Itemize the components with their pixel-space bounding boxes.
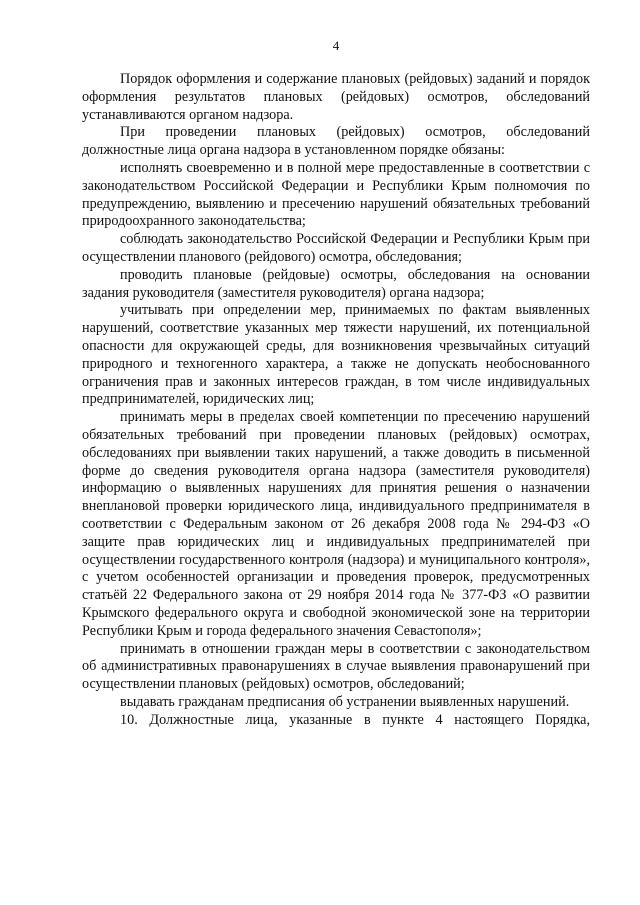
paragraph-execute-powers: исполнять своевременно и в полной мере предоставленные в соответствии с законодательством Российской Федерации и Республики Крым полномочия по предупреждению, выявлению и пресечению нарушений обязательных требований природоохранного законодательства; [82,159,590,230]
paragraph-consider-measures: учитывать при определении мер, принимаемых по фактам выявленных нарушений, соответствие указанных мер тяжести нарушений, их потенциальной опасности для окружающей среды, для возникновения чрезвычайных ситуаций природного и техногенного характера, а также не допускать необоснованного ограничения прав и законных интересов граждан, в том числе индивидуальных предпринимателей, юридических лиц; [82,302,590,408]
paragraph-conduct-inspections: проводить плановые (рейдовые) осмотры, обследования на основании задания руководителя (заместителя руководителя) органа надзора; [82,266,590,301]
paragraph-issue-orders: выдавать гражданам предписания об устранении выявленных нарушений. [120,693,570,710]
page-number: 4 [332,38,340,53]
paragraph-item-10: 10. Должностные лица, указанные в пункте 4 настоящего Порядка, [120,711,590,728]
paragraph-task-procedure: Порядок оформления и содержание плановых (рейдовых) заданий и порядок оформления результатов плановых (рейдовых) осмотров, обследований устанавливаются органом надзора. [82,71,590,123]
paragraph-administrative-measures: принимать в отношении граждан меры в соответствии с законодательством об административных правонарушениях в случае выявления правонарушений при осуществлении плановых (рейдовых) осмотров, обследований; [82,640,590,693]
paragraph-obligations-intro: При проведении плановых (рейдовых) осмотров, обследований должностные лица органа надзора в установленном порядке обязаны: [82,124,590,159]
paragraph-take-measures: принимать меры в пределах своей компетенции по пресечению нарушений обязательных требований при проведении плановых (рейдовых) осмотрах, обследованиях при выявлении таких нарушений, а также доводить в письменной форме до сведения руководителя органа надзора (заместителя руководителя) информацию о выявленных нарушениях для принятия решения о назначении внеплановой проверки юридического лица, индивидуального предпринимателя в соответствии с Федеральным законом от 26 декабря 2008 года № 294-ФЗ «О защите прав юридических лиц и индивидуальных предпринимателей при осуществлении государственного контроля (надзора) и муниципального контроля», с учетом особенностей организации и проведения проверок, предусмотренных статьёй 22 Федерального закона от 29 ноября 2014 года № 377-ФЗ «О развитии Крымского федерального округа и свободной экономической зоне на территории Республики Крым и города федерального значения Севастополя»; [82,409,590,639]
paragraph-comply-law: соблюдать законодательство Российской Федерации и Республики Крым при осуществлении планового (рейдового) осмотра, обследования; [82,231,590,265]
